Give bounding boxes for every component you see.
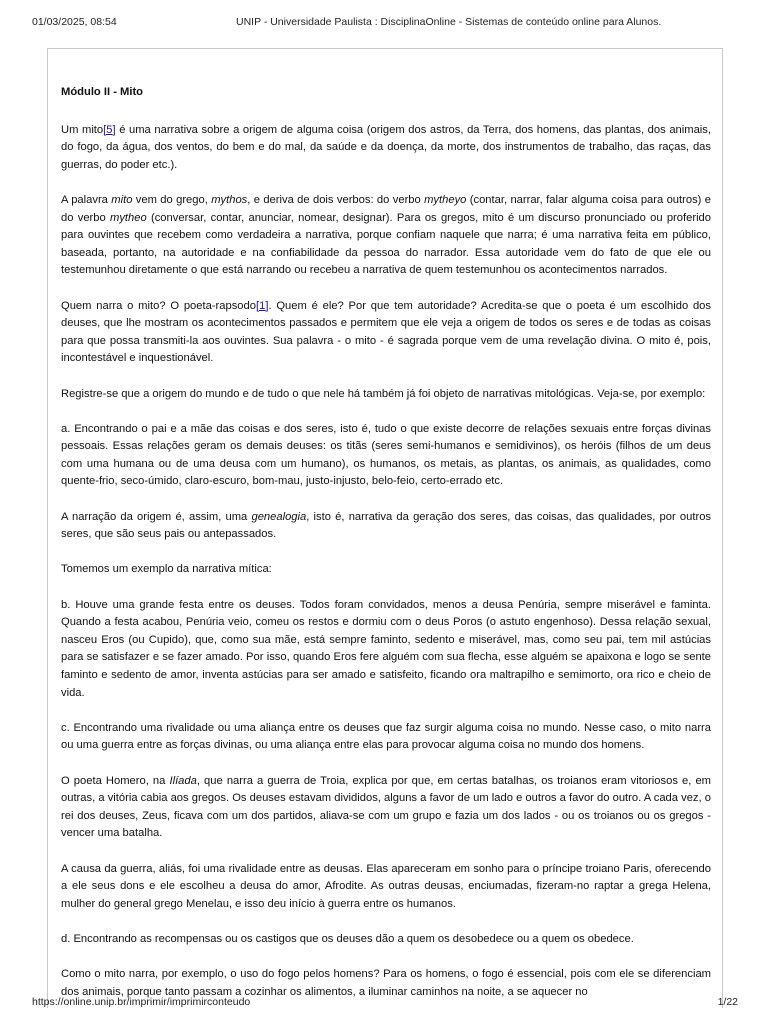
paragraph-5: a. Encontrando o pai e a mãe das coisas e dos seres, isto é, tudo o que existe decorre de relações sexuais entre forças divinas pessoais. Essas relações geram os demais deuses: os titãs (seres semi-humanos e semidivinos), os heróis (filhos de um deus com uma humana ou de uma deusa com um humano), os humanos, os metais, as plantas, os animais, as qualidades, como quente-frio, seco-úmido, claro-escuro, bom-mau, justo-injusto, belo-feio, certo-errado etc. — [61, 422, 711, 488]
print-page-title: UNIP - Universidade Paulista : DisciplinaOnline - Sistemas de conteúdo online para Alunos. — [236, 16, 662, 28]
paragraph-13: Como o mito narra, por exemplo, o uso do fogo pelos homens? Para os homens, o fogo é essencial, pois com ele se diferenciam dos animais, porque tanto passam a cozinhar os alimentos, a iluminar caminhos na noite, a se aquecer no — [61, 968, 711, 998]
paragraph-9: c. Encontrando uma rivalidade ou uma aliança entre os deuses que faz surgir alguma coisa no mundo. Nesse caso, o mito narra ou uma guerra entre as forças divinas, ou uma aliança entre elas para provocar alguma coisa no mundo dos homens. — [61, 721, 711, 752]
paragraph-6: A narração da origem é, assim, uma genealogia, isto é, narrativa da geração dos seres, das coisas, das qualidades, por outros seres, que são seus pais ou antepassados. — [61, 510, 712, 541]
footnote-link-1[interactable]: [1] — [255, 299, 269, 312]
paragraph-1: Um mito[5] é uma narrativa sobre a origem de alguma coisa (origem dos astros, da Terra, dos homens, das plantas, dos animais, do fogo, da água, dos ventos, do bem e do mal, da saúde e da doença, da morte, dos instrumentos de trabalho, das raças, das guerras, do poder etc.). — [61, 123, 711, 171]
paragraph-11: A causa da guerra, aliás, foi uma rivalidade entre as deusas. Elas apareceram em sonho para o príncipe troiano Paris, oferecendo a ele seus dons e ele escolheu a deusa do amor, Afrodite. As outras deusas, enciumadas, fizeram-no raptar a grega Helena, mulher do general grego Menelau, e isso deu início à guerra entre os humanos. — [61, 862, 711, 910]
paragraph-8: b. Houve uma grande festa entre os deuses. Todos foram convidados, menos a deusa Penúria, sempre miserável e faminta. Quando a festa acabou, Penúria veio, comeu os restos e dormiu com o deus Poros (o astuto engenhoso). Dessa relação sexual, nasceu Eros (ou Cupido), que, como sua mãe, está sempre faminto, sedento e miserável, mas, como seu pai, tem mil astúcias para se satisfazer e se fazer amado. Por isso, quando Eros fere alguém com sua flecha, esse alguém se apaixona e logo se sente faminto e sedento de amor, inventa astúcias para ser amado e satisfeito, ficando ora maltrapilho e semimorto, ora rico e cheio de vida. — [61, 598, 711, 699]
page-number: 1/22 — [717, 996, 738, 1008]
paragraph-12: d. Encontrando as recompensas ou os castigos que os deuses dão a quem os desobedece ou a quem os obedece. — [61, 932, 634, 945]
module-title: Módulo II - Mito — [61, 86, 144, 98]
paragraph-4: Registre-se que a origem do mundo e de tudo o que nele há também já foi objeto de narrativas mitológicas. Veja-se, por exemplo: — [61, 387, 706, 400]
module-content — [61, 84, 711, 1019]
paragraph-7: Tomemos um exemplo da narrativa mítica: — [61, 563, 272, 576]
paragraph-2: A palavra mito vem do grego, mythos, e deriva de dois verbos: do verbo mytheyo (contar, narrar, falar alguma coisa para outros) e do verbo mytheo (conversar, contar, anunciar, nomear, designar). Para os gregos, mito é um discurso pronunciado ou proferido para ouvintes que recebem como verdadeira a narrativa, porque confiam naquele que narra; é uma narrativa feita em público, baseada, portanto, na autoridade e na confiabilidade da pessoa do narrador. Essa autoridade vem do fato de que ele ou testemunhou diretamente o que está narrando ou recebeu a narrativa de quem testemunhou os acontecimentos narrados. — [61, 193, 711, 277]
paragraph-3: Quem narra o mito? O poeta-rapsodo[1]. Quem é ele? Por que tem autoridade? Acredita-se que o poeta é um escolhido dos deuses, que lhe mostram os acontecimentos passados e permitem que ele veja a origem de todos os seres e de todas as coisas para que possa transmiti-la aos ouvintes. Sua palavra - o mito - é sagrada porque vem de uma revelação divina. O mito é, pois, incontestável e inquestionável. — [61, 299, 711, 365]
print-url: https://online.unip.br/imprimir/imprimirconteudo — [32, 996, 251, 1008]
paragraph-10: O poeta Homero, na Ilíada, que narra a guerra de Troia, explica por que, em certas batalhas, os troianos eram vitoriosos e, em outras, a vitória cabia aos gregos. Os deuses estavam divididos, alguns a favor de um lado e outros a favor do outro. A cada vez, o rei dos deuses, Zeus, ficava com um dos partidos, aliava-se com um grupo e fazia um dos lados - ou os troianos ou os gregos - vencer uma batalha. — [61, 774, 711, 840]
footnote-link-5[interactable]: [5] — [103, 123, 116, 136]
print-datetime: 01/03/2025, 08:54 — [32, 16, 117, 28]
